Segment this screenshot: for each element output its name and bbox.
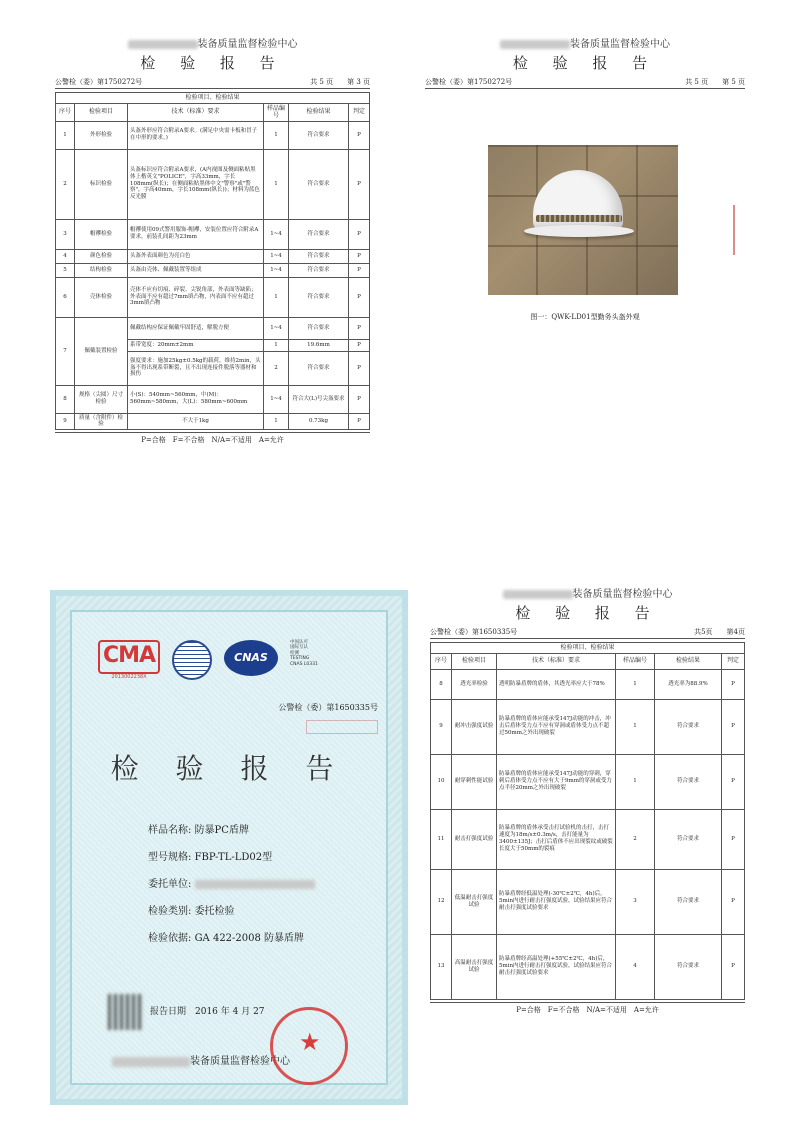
cma-number: 2013002238X [111,674,147,680]
report-number: 公警检（委）第1650335号 [430,628,518,636]
lab-header: 装备质量监督检验中心 [55,35,370,50]
page-info: 共 5 页 第 5 页 [685,78,745,86]
report-number: 公警检（委）第1750272号 [425,78,513,86]
lab-header: 装备质量监督检验中心 [430,585,745,600]
field-sample-name: 样品名称: 防暴PC盾牌 [148,825,249,836]
cnas-note: 中国认可 国际互认 检测 TESTING CNAS L0331 [290,640,318,667]
photo-caption: 图一：QWK-LD01型勤务头盔外观 [530,313,640,321]
blurred-lab-name [503,590,573,599]
field-basis: 检验依据: GA 422-2008 防暴盾牌 [148,933,305,944]
official-seal [270,1007,348,1085]
report-title: 检 验 报 告 [512,54,658,72]
table-row: 4 颜色检验 头盔外表面颜色为亮白色 1~4 符合要求 P [56,249,370,263]
table-header-row: 序号 检验项目 技术（标准）要求 样品编号 检验结果 判定 [56,103,370,121]
table-row: 12 低温耐击打强度试验 防暴盾牌经低温处理(-30℃±2℃，4h)后，5min内进行耐击打强度试验，试验结果应符合耐击打强度试验要求 3 符合要求 P [431,869,745,934]
table-row: 8 规格（尖圆）尺寸检验 小(S)：540mm~560mm，中(M)：560mm~580mm，大(L)：580mm~600mm 1~4 符合大(L)号尖盔要求 P [56,385,370,413]
table-header-row: 序号 检验项目 技术（标准）要求 样品编号 检验结果 判定 [431,653,745,669]
certificate-cover [50,590,408,1105]
cnas-logo: CNAS [224,640,278,676]
table-row: 9 质量（含附件）检验 不大于1kg 1 0.73kg P [56,413,370,430]
cma-logo: CMA [98,640,160,674]
report-page-3 [55,35,370,490]
report-page-4 [430,585,745,1030]
certificate-title: 检 验 报 告 [110,752,348,785]
result-legend: P=合格 F=不合格 N/A=不适用 A=允许 [430,1002,745,1015]
ilac-mra-logo [172,640,212,680]
table-row: 7 佩戴装置检验 佩戴结构应保证佩戴牢固舒适，解脱方便 1~4 符合要求 P [56,317,370,339]
table-row: 2 标识检验 头盔标识应符合附录A要求，(A内视图及侧面粘贴黑体上楷英文"POLICE"，字高33mm，字长108mm(纵长)；在侧面粘贴黑体中文"警察"或"警察"，字高40mm，字长108mm(纵长))；材料为蓝色反光膜 1 符合要求 P [56,149,370,219]
report-date: 报告日期 2016 年 4 月 27 [150,1007,265,1017]
table-row: 10 耐穿刺性能试验 防暴盾牌的盾体应能承受147J动能的穿刺，穿刺后盾体受力点不应有大于9mm的穿洞或受力点半径20mm之外出现破裂 1 符合要求 P [431,754,745,809]
table-row: 3 帽襻检验 帽襻使用09式警用服饰-帽襻，安装位置应符合附录A要求，前装孔间距为23mm 1~4 符合要求 P [56,219,370,249]
results-table [55,92,370,430]
table-row: 11 耐击打强度试验 防暴盾牌的盾体承受击打试验机的击打，击打速度为18m/s±0.3m/s，击打能量为3400±135J；击打后盾体不应出现裂纹或破裂长度大于50mm的裂痕 2 符合要求 P [431,809,745,869]
report-number: 公警检（委）第1750272号 [55,78,143,86]
table-row: 13 高温耐击打强度试验 防暴盾牌经高温处理(+55℃±2℃，4h)后，5min内进行耐击打强度试验，试验结果应符合耐击打强度试验要求 4 符合要求 P [431,934,745,999]
blurred-lab-name [500,40,570,49]
table-row: 6 壳体检验 壳体不应有切痕、碎裂、尖锐角部，外表面等缺陷；外表面不应有超过7mm填凸物，内表面不应有超过3mm填凸物 1 符合要求 P [56,277,370,317]
table-row: 强度要求：施加25kg±0.5kg的载荷，维持2min，头盔不得出现系带断裂，且不出现连接件脱落等器材和损伤 2 符合要求 P [56,351,370,385]
field-model: 型号规格: FBP-TL-LD02型 [148,852,273,863]
report-title: 检 验 报 告 [515,604,660,622]
helmet-strap [536,215,622,222]
accreditation-logos [98,640,318,680]
results-table [430,642,745,1000]
report-number: 公警检（委）第1650335号 [278,703,378,712]
result-legend: P=合格 F=不合格 N/A=不适用 A=允许 [55,432,370,445]
edge-stamp [733,205,745,255]
field-client: 委托单位: [148,871,315,898]
table-row: 5 结构检验 头盔由壳体、佩戴装置等组成 1~4 符合要求 P [56,263,370,277]
blurred-lab-name [128,40,198,49]
report-title: 检 验 报 告 [140,54,285,72]
page-info: 共 5 页 第 3 页 [310,78,370,86]
table-row: 9 耐冲击强度试验 防暴盾牌的盾体应能承受147J动能的冲击，冲击后盾体受力点不应有穿洞或盾体受力点不超过50mm之外出现破裂 1 符合要求 P [431,699,745,754]
table-caption: 检验项目、检验结果 [56,93,370,104]
small-stamp [306,720,378,734]
lab-footer: 装备质量监督检验中心 [112,1052,290,1067]
blurred-client [195,880,315,889]
helmet-brim [524,225,634,237]
table-caption: 检验项目、检验结果 [431,643,745,654]
report-meta [430,627,745,639]
lab-header: 装备质量监督检验中心 [425,35,745,50]
report-page-5 [425,35,745,335]
page-info: 共5页 第4页 [694,628,745,636]
report-meta [55,77,370,89]
qr-code [108,994,144,1030]
table-row: 8 透光率检验 透明防暴盾牌的盾体，其透光率应大于78% 1 透光率为88.9% P [431,669,745,699]
certificate-fields [148,817,315,952]
blurred-lab-name [112,1057,190,1067]
helmet-photo [488,145,678,295]
table-row: 1 外形检验 头盔外形应符合附录A要求。(满足中央需卡板和冒子在中形的要求。) 1 符合要求 P [56,121,370,149]
report-meta [425,77,745,89]
field-category: 检验类别: 委托检验 [148,906,235,917]
table-row: 系带宽度：20mm±2mm 1 19.6mm P [56,339,370,351]
